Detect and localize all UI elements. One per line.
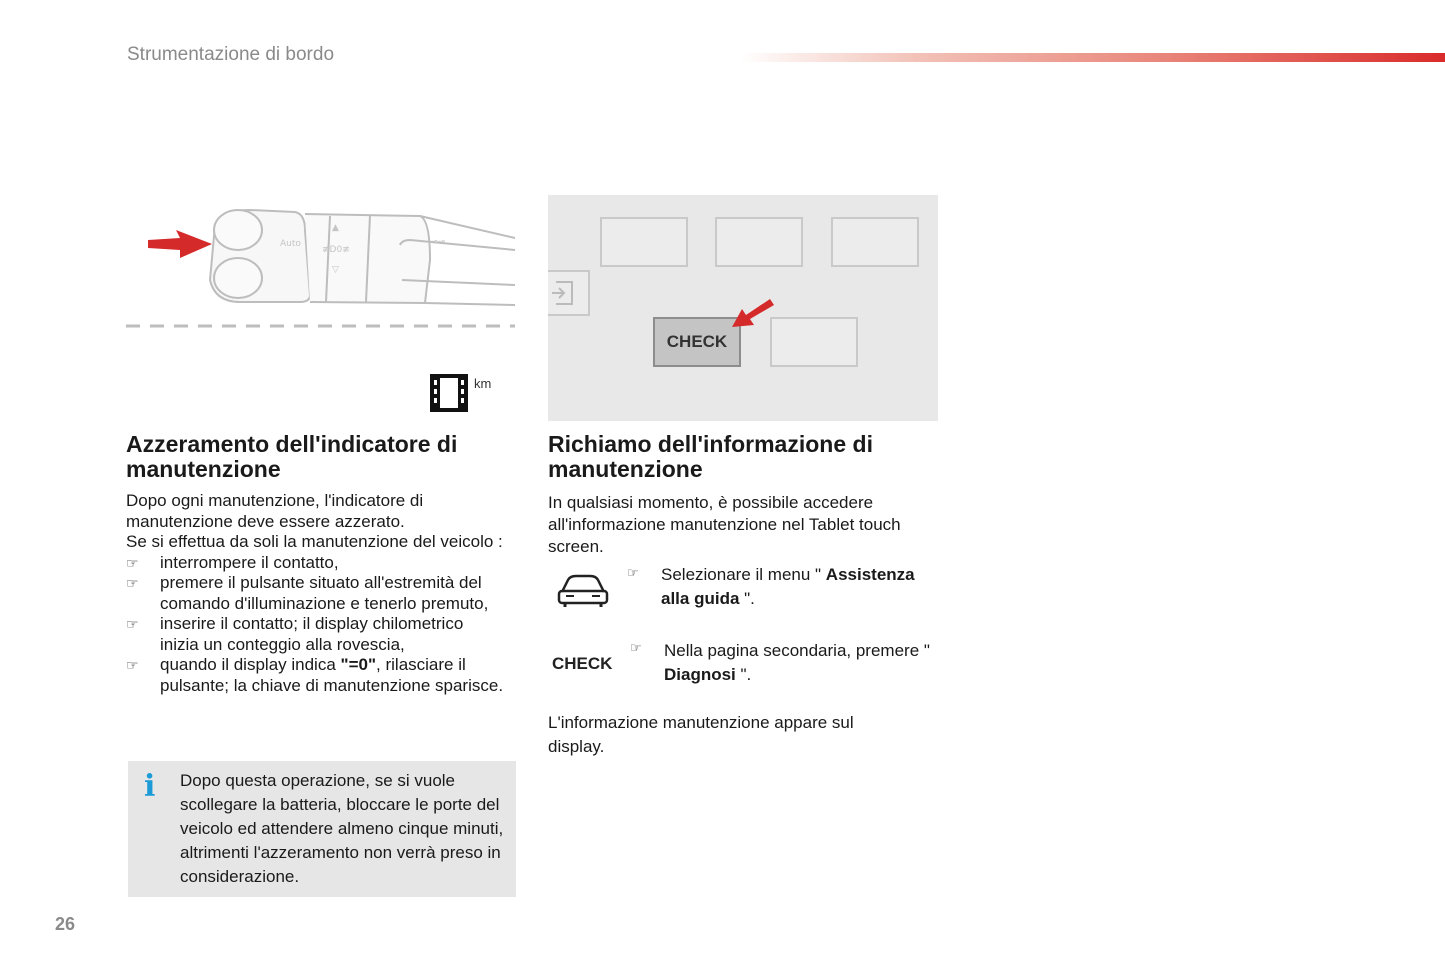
right-column xyxy=(548,432,940,558)
right-section-title: Richiamo dell'informazione di manutenzione xyxy=(548,431,873,482)
pointing-hand-icon: ☞ xyxy=(126,657,139,673)
pointing-hand-icon: ☞ xyxy=(126,575,139,591)
svg-text:Auto: Auto xyxy=(280,239,301,249)
left-column xyxy=(126,432,506,696)
maintenance-km-icon xyxy=(428,372,508,416)
info-icon: i xyxy=(144,769,156,804)
step-2-text: Nella pagina secondaria, premere " Diagnosi ". xyxy=(664,641,930,684)
info-text: Dopo questa operazione, se si vuole scollegare la batteria, bloccare le porte del veicolo ed attendere almeno cinque minuti, altrimenti l'azzeramento non verrà preso in considerazione. xyxy=(180,771,504,886)
screen-tile xyxy=(831,217,919,267)
left-intro-2: Se si effettua da soli la manutenzione del veicolo : xyxy=(126,532,503,551)
right-outro: L'informazione manutenzione appare sul display. xyxy=(548,713,854,756)
left-section-title: Azzeramento dell'indicatore di manutenzione xyxy=(126,431,458,482)
car-icon xyxy=(556,572,610,608)
screen-check-button: CHECK xyxy=(653,317,741,367)
step-1-text: Selezionare il menu " Assistenza alla guida ". xyxy=(661,565,915,608)
section-title: Strumentazione di bordo xyxy=(127,44,335,65)
red-arrow-icon xyxy=(148,230,212,258)
screen-tile xyxy=(600,217,688,267)
lighting-stalk-illustration xyxy=(120,200,520,340)
screen-tile xyxy=(715,217,803,267)
header-accent-bar xyxy=(740,53,1445,62)
pointing-hand-icon: ☞ xyxy=(630,640,642,655)
screen-tile xyxy=(770,317,858,367)
back-icon xyxy=(548,270,590,316)
km-label: km xyxy=(474,376,492,391)
page-number: 26 xyxy=(55,914,76,934)
right-intro: In qualsiasi momento, è possibile accedere all'informazione manutenzione nel Tablet touch screen. xyxy=(548,493,901,556)
svg-text:⊸⊸: ⊸⊸ xyxy=(430,237,446,247)
list-item: ☞ interrompere il contatto, xyxy=(126,552,339,572)
left-intro-1: Dopo ogni manutenzione, l'indicatore di manutenzione deve essere azzerato. xyxy=(126,491,424,531)
red-arrow-icon xyxy=(728,297,776,333)
touchscreen-illustration xyxy=(548,195,938,421)
info-box xyxy=(128,761,516,897)
svg-text:≢D0≢: ≢D0≢ xyxy=(322,245,350,255)
list-item: ☞ premere il pulsante situato all'estremità del comando d'illuminazione e tenerlo premuto, xyxy=(126,573,489,613)
svg-text:▲: ▲ xyxy=(332,223,339,233)
list-item: ☞ quando il display indica "=0", rilasciare il pulsante; la chiave di manutenzione sparisce. xyxy=(126,655,504,695)
svg-text:▽: ▽ xyxy=(332,265,339,275)
pointing-hand-icon: ☞ xyxy=(627,565,639,580)
pointing-hand-icon: ☞ xyxy=(126,616,139,632)
pointing-hand-icon: ☞ xyxy=(126,554,139,571)
check-icon-label: CHECK xyxy=(552,654,613,673)
list-item: ☞ inserire il contatto; il display chilometrico inizia un conteggio alla rovescia, xyxy=(126,614,464,654)
